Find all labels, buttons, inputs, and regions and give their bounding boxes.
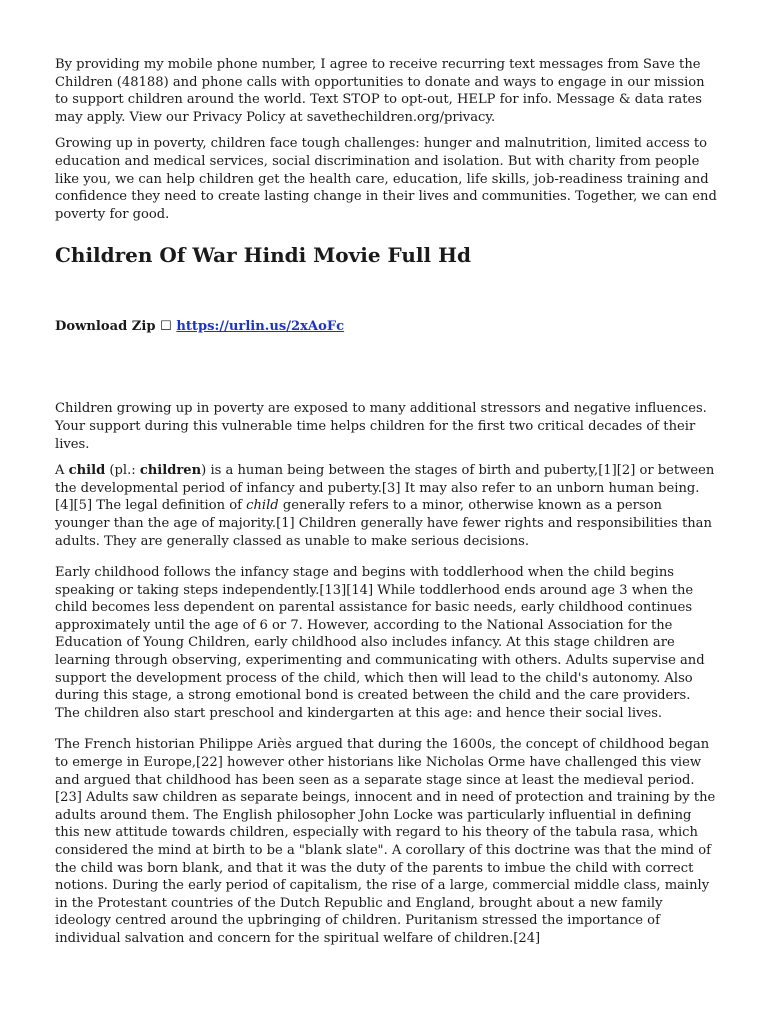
body-paragraph-1: Children growing up in poverty are exposed to many additional stressors and negative influences. Your support during this vulnerable time helps children for the first two critical decades of their lives. bbox=[55, 401, 707, 452]
page-title: Children Of War Hindi Movie Full Hd bbox=[55, 243, 471, 268]
early-childhood-paragraph: Early childhood follows the infancy stage and begins with toddlerhood when the child begins speaking or taking steps independently.[13][14] While toddlerhood ends around age 3 when the child becomes less dependent on parental assistance for basic needs, early childhood continues approximately until the age of 6 or 7. However, according to the National Association for the Education of Young Children, early childhood also includes infancy. At this stage children are learning through observing, experimenting and communicating with others. Adults supervise and support the development process of the child, which then will lead to the child's autonomy. Also during this stage, a strong emotional bond is created between the child and the care providers. The children also start preschool and kindergarten at this age: and hence their social lives. bbox=[55, 565, 705, 721]
term-child: child bbox=[68, 463, 106, 479]
download-label: Download Zip bbox=[55, 319, 156, 335]
consent-paragraph: By providing my mobile phone number, I agree to receive recurring text messages from Save the Children (48188) and phone calls with opportunities to donate and ways to engage in our mission to support children around the world. Text STOP to opt-out, HELP for info. Message & data rates may apply. View our Privacy Policy at savethechildren.org/privacy. bbox=[55, 57, 705, 125]
poverty-paragraph: Growing up in poverty, children face tough challenges: hunger and malnutrition, limited access to education and medical services, social discrimination and isolation. But with charity from people like you, we can help children get the health care, education, life skills, job-readiness training and confidence they need to create lasting change in their lives and communities. Together, we can end poverty for good. bbox=[55, 136, 717, 222]
child-definition-paragraph: A child (pl.: children) is a human being between the stages of birth and puberty,[1][2] or between the developmental period of infancy and puberty.[3] It may also refer to an unborn human being.[4][5] The legal definition of child generally refers to a minor, otherwise known as a person younger than the age of majority.[1] Children generally have fewer rights and responsibilities than adults. They are generally classed as unable to make serious decisions. bbox=[55, 463, 715, 549]
term-children: children bbox=[139, 463, 202, 479]
download-line bbox=[55, 318, 717, 336]
document-page bbox=[55, 56, 717, 948]
history-paragraph: The French historian Philippe Ariès argued that during the 1600s, the concept of childhood began to emerge in Europe,[22] however other historians like Nicholas Orme have challenged this view and argued that childhood has been seen as a separate stage since at least the medieval period.[23] Adults saw children as separate beings, innocent and in need of protection and training by the adults around them. The English philosopher John Locke was particularly influential in defining this new attitude towards children, especially with regard to his theory of the tabula rasa, which considered the mind at birth to be a "blank slate". A corollary of this doctrine was that the mind of the child was born blank, and that it was the duty of the parents to imbue the child with correct notions. During the early period of capitalism, the rise of a large, commercial middle class, mainly in the Protestant countries of the Dutch Republic and England, brought about a new family ideology centred around the upbringing of children. Puritanism stressed the importance of individual salvation and concern for the spiritual welfare of children.[24] bbox=[55, 737, 716, 946]
download-link[interactable]: https://urlin.us/2xAoFc bbox=[176, 319, 345, 335]
term-child-italic: child bbox=[246, 498, 279, 514]
box-glyph-icon: ☐ bbox=[160, 319, 172, 335]
